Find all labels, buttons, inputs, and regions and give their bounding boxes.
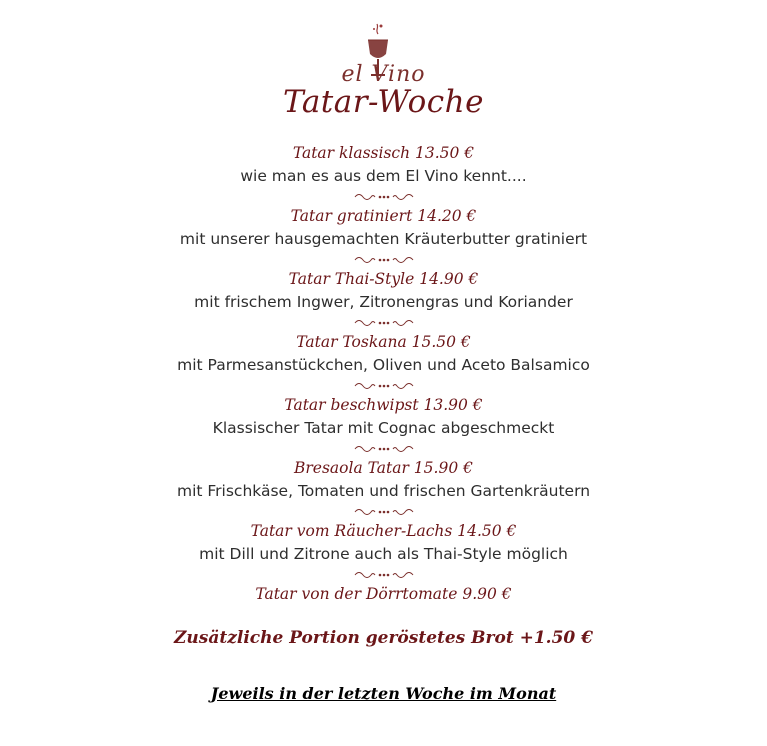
menu-item — [0, 520, 767, 566]
menu-item-name: Tatar von der Dörrtomate 9.90 € — [255, 585, 512, 603]
menu-item — [0, 394, 767, 440]
menu-item — [0, 268, 767, 314]
menu-item-name: Bresaola Tatar 15.90 € — [294, 459, 473, 477]
ornament-divider-icon — [0, 188, 767, 205]
ornament-divider-graphic — [353, 507, 415, 517]
menu-item-description: mit Frischkäse, Tomaten und frischen Gartenkräutern — [176, 482, 591, 500]
menu-item — [0, 583, 767, 605]
page-title: Tatar-Woche — [283, 84, 484, 120]
ornament-divider-graphic — [353, 381, 415, 391]
logo-text: el Vino — [341, 62, 426, 87]
menu-item-name: Tatar Thai-Style 14.90 € — [288, 270, 479, 288]
menu-item — [0, 142, 767, 188]
menu-item-name: Tatar beschwipst 13.90 € — [284, 396, 483, 414]
menu-item-description: mit Parmesanstückchen, Oliven und Aceto Balsamico — [177, 356, 590, 374]
menu-item-description: wie man es aus dem El Vino kennt.... — [240, 167, 527, 185]
menu-item — [0, 331, 767, 377]
menu-item-name: Tatar Toskana 15.50 € — [296, 333, 471, 351]
ornament-divider-icon — [0, 440, 767, 457]
menu-item — [0, 457, 767, 503]
menu-item-name: Tatar klassisch 13.50 € — [292, 144, 475, 162]
menu-item-description: Klassischer Tatar mit Cognac abgeschmeckt — [212, 419, 555, 437]
menu-item — [0, 205, 767, 251]
ornament-divider-icon — [0, 503, 767, 520]
menu-list — [0, 142, 767, 605]
ornament-divider-graphic — [353, 192, 415, 202]
extra-bread-note: Zusätzliche Portion geröstetes Brot +1.50 € — [174, 628, 593, 648]
ornament-divider-icon — [0, 566, 767, 583]
ornament-divider-graphic — [353, 444, 415, 454]
menu-item-description: mit Dill und Zitrone auch als Thai-Style möglich — [199, 545, 568, 563]
ornament-divider-icon — [0, 314, 767, 331]
menu-item-description: mit unserer hausgemachten Kräuterbutter gratiniert — [179, 230, 588, 248]
ornament-divider-icon — [0, 377, 767, 394]
schedule-note: Jeweils in der letzten Woche im Monat — [210, 684, 557, 703]
el-vino-logo — [0, 10, 767, 87]
ornament-divider-icon — [0, 251, 767, 268]
ornament-divider-graphic — [353, 255, 415, 265]
menu-item-description: mit frischem Ingwer, Zitronengras und Koriander — [194, 293, 573, 311]
menu-item-name: Tatar gratiniert 14.20 € — [290, 207, 477, 225]
menu-item-name: Tatar vom Räucher-Lachs 14.50 € — [250, 522, 517, 540]
ornament-divider-graphic — [353, 570, 415, 580]
ornament-divider-graphic — [353, 318, 415, 328]
